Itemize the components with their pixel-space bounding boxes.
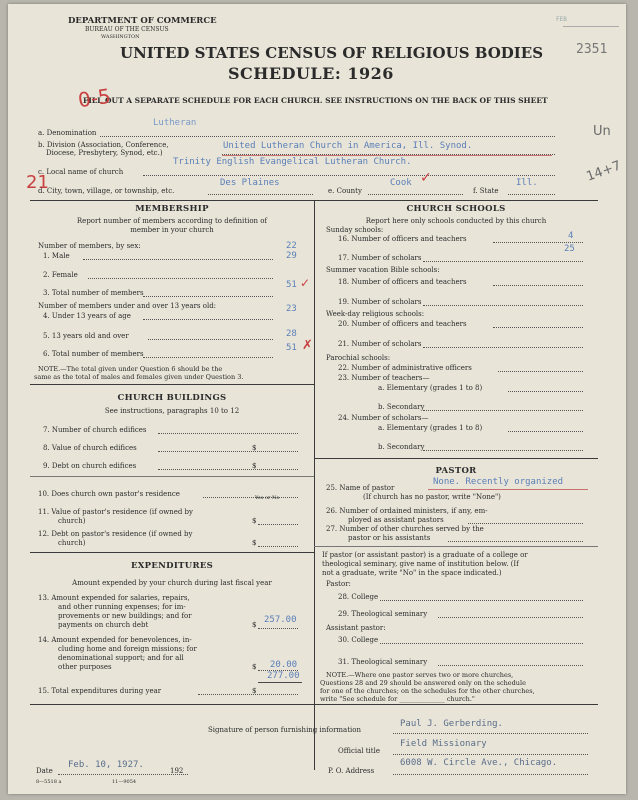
- q13-value: 257.00: [264, 615, 297, 625]
- handwritten-number: 21: [26, 172, 49, 193]
- q8-line: [158, 451, 298, 452]
- q3-value: 51: [286, 280, 297, 290]
- q3-check-mark: ✓: [300, 276, 311, 290]
- q24a-label: a. Elementary (grades 1 to 8): [378, 424, 483, 432]
- pastor-note-4: write "See schedule for ______________ church.": [320, 695, 475, 703]
- pastor-note-2: Questions 28 and 29 should be answered only on the schedule: [320, 679, 526, 687]
- q14-label-4: other purposes: [58, 663, 112, 671]
- q14-dollar: $: [252, 663, 257, 671]
- handwritten-right-code: Un: [593, 124, 611, 139]
- membership-title: MEMBERSHIP: [135, 204, 209, 214]
- q5-label: 5. 13 years old and over: [43, 332, 129, 340]
- date-line: [58, 774, 188, 775]
- handwritten-right-code-2: 14+7: [584, 158, 624, 185]
- by-sex-label: Number of members, by sex:: [38, 242, 141, 250]
- division-underline: [222, 155, 552, 156]
- division-value: United Lutheran Church in America, Ill. Synod.: [223, 141, 473, 151]
- grad-text-3: not a graduate, write "No" in the space indicated.): [322, 569, 502, 577]
- county-line: [368, 194, 463, 195]
- state-line: [508, 194, 555, 195]
- official-title-label: Official title: [338, 747, 380, 755]
- q23b-label: b. Secondary: [378, 403, 425, 411]
- q6-line: [143, 357, 273, 358]
- q24a-line: [508, 431, 583, 432]
- q1-label: 1. Male: [43, 252, 70, 260]
- q21-label: 21. Number of scholars: [338, 340, 422, 348]
- form-number: 8—5518 a: [36, 779, 62, 785]
- weekday-label: Week-day religious schools:: [326, 310, 425, 318]
- sunday-label: Sunday schools:: [326, 226, 384, 234]
- received-stamp: FEB: [556, 16, 567, 23]
- q9-line: [158, 469, 298, 470]
- date-label: Date: [36, 767, 53, 775]
- pastor-note-1: NOTE.—Where one pastor serves two or more churches,: [326, 671, 514, 679]
- instruction-line: FILL OUT A SEPARATE SCHEDULE FOR EACH CHURCH. SEE INSTRUCTIONS ON THE BACK OF THIS SHEET: [83, 96, 548, 105]
- q15-label: 15. Total expenditures during year: [38, 687, 162, 695]
- yes-no-hint: Yes or No: [255, 495, 280, 501]
- q18-label: 18. Number of officers and teachers: [338, 278, 467, 286]
- asst-pastor-sublabel: Assistant pastor:: [326, 624, 386, 632]
- q2-value: 29: [286, 251, 297, 261]
- bureau-heading: BUREAU OF THE CENSUS: [85, 26, 169, 33]
- q31-line: [438, 665, 583, 666]
- membership-sub-2: member in your church: [130, 226, 214, 234]
- q26-line: [468, 523, 583, 524]
- q31-label: 31. Theological seminary: [338, 658, 428, 666]
- q11-label-1: 11. Value of pastor's residence (if owned by: [38, 508, 193, 516]
- q3-line: [143, 296, 273, 297]
- q17-line: [423, 261, 583, 262]
- local-name-label: c. Local name of church: [38, 168, 124, 176]
- schools-bottom-rule: [314, 458, 598, 459]
- division-label-2: Diocese, Presbytery, Synod, etc.): [46, 149, 163, 157]
- county-check-mark: ✓: [420, 170, 432, 186]
- q28-label: 28. College: [338, 593, 379, 601]
- q8-label: 8. Value of church edifices: [43, 444, 137, 452]
- address-value: 6008 W. Circle Ave., Chicago.: [400, 758, 558, 768]
- q11-label-2: church): [58, 517, 86, 525]
- state-value: Ill.: [516, 178, 538, 188]
- q21-line: [423, 347, 583, 348]
- city-line: [208, 194, 313, 195]
- q23b-line: [423, 410, 583, 411]
- q29-line: [438, 617, 583, 618]
- date-value: Feb. 10, 1927.: [68, 760, 144, 770]
- q25-value: None. Recently organized: [433, 477, 564, 487]
- signature-label: Signature of person furnishing information: [208, 726, 362, 734]
- q20-label: 20. Number of officers and teachers: [338, 320, 467, 328]
- denomination-line: [100, 136, 555, 137]
- q27-line: [448, 541, 583, 542]
- grad-text-1: If pastor (or assistant pastor) is a graduate of a college or: [322, 551, 528, 559]
- pastor-title: PASTOR: [435, 466, 477, 476]
- q30-line: [380, 643, 583, 644]
- q9-dollar: $: [252, 462, 257, 470]
- membership-note-2: same as the total of males and females given under Question 3.: [34, 373, 244, 381]
- q10-label: 10. Does church own pastor's residence: [38, 490, 180, 498]
- schedule-number-stamp: 2351: [576, 42, 608, 57]
- q6-value: 51: [286, 343, 297, 353]
- division-label-1: b. Division (Association, Conference,: [38, 141, 169, 149]
- q13-dollar: $: [252, 621, 257, 629]
- q4-label: 4. Under 13 years of age: [43, 312, 131, 320]
- membership-sub-1: Report number of members according to definition of: [76, 217, 268, 225]
- handwritten-code: 0-5: [76, 83, 113, 113]
- q27-label-1: 27. Number of other churches served by the: [326, 525, 484, 533]
- q11-dollar: $: [252, 517, 257, 525]
- city-value: Des Plaines: [220, 178, 280, 188]
- official-title-line: [393, 754, 588, 755]
- q24-label: 24. Number of scholars—: [338, 414, 429, 422]
- q20-line: [493, 327, 583, 328]
- total-rule: [258, 682, 302, 683]
- date-year-suffix: 192: [170, 767, 184, 775]
- membership-note-1: NOTE.—The total given under Question 6 should be the: [38, 365, 223, 373]
- q16-line: [493, 242, 583, 243]
- pastor-note-3: for one of the churches; on the schedules for the other churches,: [320, 687, 535, 695]
- grad-text-2: theological seminary, give name of institution below. (If: [322, 560, 519, 568]
- q26-label-1: 26. Number of ordained ministers, if any, em-: [326, 507, 488, 515]
- box-bottom-rule: [30, 704, 598, 705]
- q6-check-mark: ✗: [302, 338, 313, 353]
- q28-line: [380, 600, 583, 601]
- q17-label: 17. Number of scholars: [338, 254, 422, 262]
- q2-line: [88, 278, 273, 279]
- q13-label-2: and other running expenses; for im-: [58, 603, 186, 611]
- summer-label: Summer vacation Bible schools:: [326, 266, 440, 274]
- q11-line: [258, 524, 298, 525]
- q12-label-2: church): [58, 539, 86, 547]
- q30-label: 30. College: [338, 636, 379, 644]
- q1-value: 22: [286, 241, 297, 251]
- q7-label: 7. Number of church edifices: [43, 426, 147, 434]
- q16-value: 4: [568, 231, 574, 241]
- q23a-label: a. Elementary (grades 1 to 8): [378, 384, 483, 392]
- signature-line: [393, 733, 588, 734]
- city-heading: WASHINGTON: [101, 34, 140, 40]
- q19-label: 19. Number of scholars: [338, 298, 422, 306]
- address-line: [393, 774, 588, 775]
- q12-line: [258, 546, 298, 547]
- stamp-line: [563, 26, 619, 37]
- q14-label-3: denominational support; and for all: [58, 654, 184, 662]
- q22-label: 22. Number of administrative officers: [338, 364, 472, 372]
- q5-line: [148, 339, 273, 340]
- q13-label-3: provements or new buildings; and for: [58, 612, 192, 620]
- q24b-label: b. Secondary: [378, 443, 425, 451]
- q16-label: 16. Number of officers and teachers: [338, 235, 467, 243]
- q12-label-1: 12. Debt on pastor's residence (if owned by: [38, 530, 193, 538]
- official-title-value: Field Missionary: [400, 739, 487, 749]
- q14-label-1: 14. Amount expended for benevolences, in-: [38, 636, 192, 644]
- q27-label-2: pastor or his assistants: [348, 534, 431, 542]
- q17-value: 25: [564, 244, 575, 254]
- q5-value: 28: [286, 329, 297, 339]
- q23a-line: [508, 391, 583, 392]
- address-label: P. O. Address: [328, 767, 375, 775]
- buildings-title: CHURCH BUILDINGS: [117, 393, 227, 403]
- q14-value: 20.00: [270, 660, 298, 670]
- q13-label-4: payments on church debt: [58, 621, 149, 629]
- q18-line: [493, 285, 583, 286]
- denomination-label: a. Denomination: [38, 129, 97, 137]
- q10-line: [203, 497, 298, 498]
- q19-line: [423, 305, 583, 306]
- q29-label: 29. Theological seminary: [338, 610, 428, 618]
- q25-label: 25. Name of pastor: [326, 484, 395, 492]
- q9-label: 9. Debt on church edifices: [43, 462, 137, 470]
- q6-label: 6. Total number of members: [43, 350, 144, 358]
- q15-dollar: $: [252, 687, 257, 695]
- city-label: d. City, town, village, or township, etc.: [38, 187, 175, 195]
- pastor-mid-rule: [314, 546, 598, 547]
- form-title: UNITED STATES CENSUS OF RELIGIOUS BODIES: [120, 44, 544, 62]
- membership-bottom-rule: [30, 384, 314, 385]
- form-number-2: 11—9054: [112, 779, 137, 785]
- q4-line: [143, 319, 273, 320]
- signature-value: Paul J. Gerberding.: [400, 719, 503, 729]
- q2-label: 2. Female: [43, 271, 78, 279]
- schools-title: CHURCH SCHOOLS: [406, 204, 506, 214]
- local-name-line: [143, 175, 555, 176]
- schools-sub: Report here only schools conducted by this church: [365, 217, 547, 225]
- parochial-label: Parochial schools:: [326, 354, 391, 362]
- q8-dollar: $: [252, 444, 257, 452]
- q13-line: [258, 628, 298, 629]
- buildings-mid-rule: [30, 476, 314, 477]
- pastor-sublabel: Pastor:: [326, 580, 351, 588]
- county-label: e. County: [328, 187, 362, 195]
- q13-label-1: 13. Amount expended for salaries, repairs,: [38, 594, 190, 602]
- q1-line: [83, 259, 273, 260]
- q25-note: (If church has no pastor, write "None"): [363, 493, 501, 501]
- expenditures-title: EXPENDITURES: [130, 561, 214, 571]
- dept-heading: DEPARTMENT OF COMMERCE: [68, 16, 217, 26]
- county-value: Cook: [390, 178, 412, 188]
- q3-label: 3. Total number of members: [43, 289, 144, 297]
- q4-value: 23: [286, 304, 297, 314]
- schedule-title: SCHEDULE: 1926: [228, 64, 394, 83]
- census-schedule-paper: [8, 4, 626, 794]
- q7-line: [158, 433, 298, 434]
- buildings-bottom-rule: [30, 552, 314, 553]
- q22-line: [498, 371, 583, 372]
- q12-dollar: $: [252, 539, 257, 547]
- buildings-sub: See instructions, paragraphs 10 to 12: [104, 407, 240, 415]
- state-label: f. State: [473, 187, 499, 195]
- q23-label: 23. Number of teachers—: [338, 374, 430, 382]
- q15-value: 277.00: [267, 671, 300, 681]
- q14-label-2: cluding home and foreign missions; for: [58, 645, 197, 653]
- q26-label-2: ployed as assistant pastors: [348, 516, 444, 524]
- q25-underline: [428, 489, 588, 490]
- q24b-line: [423, 450, 583, 451]
- center-divider: [314, 200, 315, 770]
- local-name-value: Trinity English Evangelical Lutheran Church.: [173, 157, 412, 167]
- q15-line: [198, 694, 298, 695]
- expenditures-sub: Amount expended by your church during last fiscal year: [72, 579, 272, 587]
- denomination-value: Lutheran: [153, 118, 197, 128]
- age-label: Number of members under and over 13 years old:: [38, 302, 217, 310]
